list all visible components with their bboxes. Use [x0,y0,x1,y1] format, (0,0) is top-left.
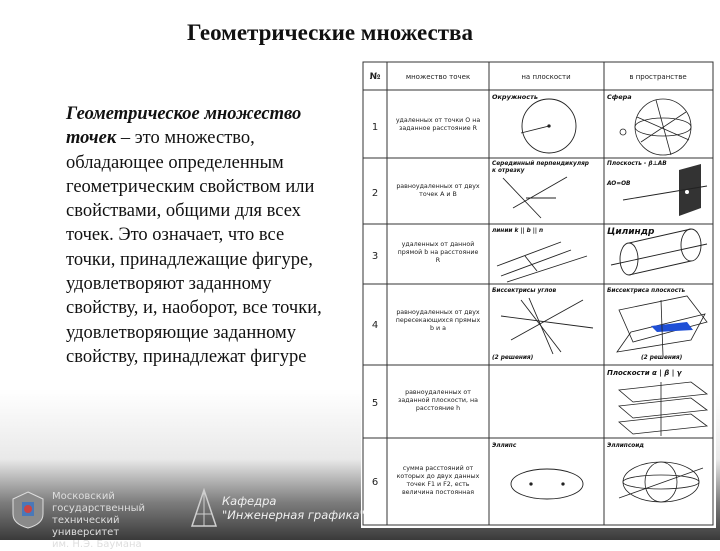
row-3-num: 3 [371,251,379,262]
line-a [501,316,593,328]
definition-term: Геометрическое множество точек [66,104,302,149]
row-5-desc-line: расстояние h [415,405,461,412]
row-4-num: 4 [371,320,379,331]
row-4-desc-line: пересекающихся прямых [395,317,481,324]
circle-figure [521,99,576,153]
department-logo-icon [190,488,218,530]
geometric-sets-table [361,60,716,528]
row-6-plane-title: Эллипс [492,443,517,449]
segment-ab [513,177,567,208]
university-name [52,491,172,551]
sphere-figure [620,99,691,155]
university-logo-icon [10,490,46,530]
plane-outline-2 [617,314,705,352]
bisector-planes-figure [617,296,707,356]
header-plane: на плоскости [521,73,571,81]
bisector-figure [503,177,567,218]
row-2-plane-title: к отрезку [492,168,525,174]
row-4-plane-title: Биссектрисы углов [492,288,557,294]
row-6-desc-line: которых до двух данных [396,473,480,480]
perp-plane-figure [623,164,707,216]
ellipse-figure [511,469,583,499]
cylinder-base-left [620,243,638,275]
cylinder-base-right [681,229,701,261]
row-5-num: 5 [371,398,379,409]
row-6-num: 6 [371,477,379,488]
ellipsoid-equator [623,475,699,489]
header-set: множество точек [405,73,471,81]
row-1-plane-title: Окружность [492,93,538,101]
row-5-desc-line: равноудаленных от [405,389,471,396]
row-2-desc-line: точек A и B [419,191,457,198]
sphere-chord [656,100,671,155]
angle-bisectors-figure [501,298,593,354]
row-5-desc-line: заданной плоскости, на [398,397,478,404]
bisector-2 [529,298,553,354]
row-1-num: 1 [371,122,379,133]
university-line: Московский государственный [52,491,146,514]
row-3-space-title: Цилиндр [607,227,655,237]
row-3-desc-line: прямой b на расстояние [397,249,479,256]
row-3-desc-line: удаленных от данной [401,241,475,248]
department-name [222,494,365,522]
parallel-line-k [497,242,561,266]
row-6-desc-line: сумма расстояний от [402,465,474,472]
ellipsoid-meridian [645,462,677,502]
row-4-space-note: (2 решения) [641,355,683,361]
header-space: в пространстве [629,73,687,81]
ellipse-shape [511,469,583,499]
row-3-desc-line: R [435,257,441,264]
row-4-space-title: Биссектриса плоскость [607,288,686,294]
ellipsoid-figure [619,462,703,502]
row-2-desc-line: равноудаленных от двух [396,183,480,190]
parallel-planes-figure [619,382,707,436]
ellipsoid-axis [619,468,703,498]
parallel-line-b [501,250,571,276]
header-num: № [369,72,381,82]
plane-point-o [685,190,689,194]
row-6-desc-line: величина постоянная [401,489,475,496]
cylinder-axis [611,244,707,265]
row-1-space-title: Сфера [607,93,632,101]
cylinder-side-bottom [629,261,691,275]
row-4-desc-line: b и a [430,325,446,332]
department-line: "Инженерная графика" [222,508,365,522]
definition-text: – это множество, обладающее определенным геометрическим свойством или свойствами, общими для всех точек. Это означает, что все точки, принадлежащие фигуре, удовлетворяют заданному свойству, и, наоборот, все точки, удовлетворяющие заданному свойству, принадлежат фигуре [66,128,322,367]
focus-f2 [562,483,564,485]
row-1-desc-line: заданное расстояние R [399,125,477,132]
university-line: им. Н.Э. Баумана [52,539,142,550]
row-3-plane-title: линии k || b || n [492,228,544,234]
definition-paragraph [32,102,337,369]
department-line: Кафедра [222,494,277,508]
row-2-num: 2 [371,188,379,199]
ellipsoid-outline [623,462,699,502]
blue-plane [651,322,693,332]
row-6-desc-line: точек F1 и F2, есть [406,481,470,488]
parallel-lines-figure [497,242,587,282]
row-2-space-note: AO=OB [607,181,631,187]
row-2-space-title: Плоскость - β⊥AB [607,161,667,167]
university-line: технический университет [52,515,120,538]
table-svg [361,60,716,528]
row-4-plane-note: (2 решения) [492,355,534,361]
row-4-desc-line: равноудаленных от двух [396,309,480,316]
sphere-point-o [620,129,626,135]
page-title: Геометрические множества [187,20,473,45]
focus-f1 [530,483,532,485]
row-1-desc-line: удаленных от точки O на [395,117,481,124]
row-2-plane-title: Серединный перпендикуляр [492,161,589,167]
circle-center [548,125,550,127]
row-6-space-title: Эллипсоид [607,443,644,449]
circle-radius [521,126,549,133]
row-5-space-title: Плоскости α | β | γ [607,369,682,377]
plane-alpha [619,382,707,402]
